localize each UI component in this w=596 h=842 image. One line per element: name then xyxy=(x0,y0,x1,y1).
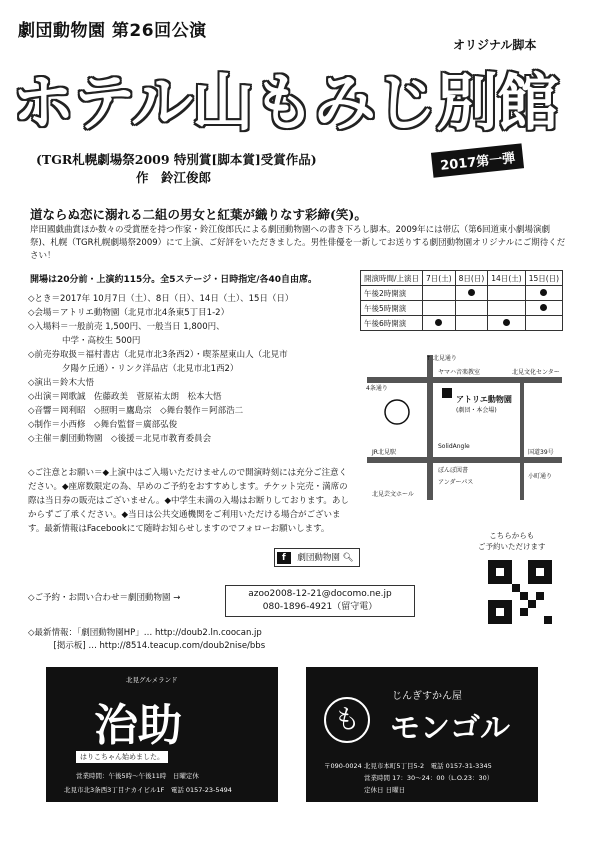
schedule-cell xyxy=(525,301,562,316)
map-label: 小町通り xyxy=(528,473,553,480)
info-line: ◇前売券取扱＝福村書店（北見市北3条西2）・喫茶屋東山人（北見市 xyxy=(28,350,288,360)
ad-jisuke xyxy=(46,667,278,802)
schedule-table xyxy=(360,270,563,331)
map-label: 4条通り xyxy=(366,385,388,392)
ad-address: 北見市北3条西3丁目ナカイビル1F 電話 0157-23-5494 xyxy=(64,786,232,794)
ad-kicker: じんぎすかん屋 xyxy=(392,691,462,702)
info-line: 夕陽ケ丘通）・リンク洋品店（北見市北1西2） xyxy=(28,364,239,374)
info-list xyxy=(28,292,358,446)
schedule-cell xyxy=(525,316,562,331)
info-line: ◇とき＝2017年 10月7日（土）、8日（日）、14日（土）、15日（日） xyxy=(28,294,294,304)
mo-logo-icon: も xyxy=(324,697,370,743)
award-line: (TGR札幌劇場祭2009 特別賞[脚本賞]受賞作品) xyxy=(36,152,317,167)
map-label: ↑ 北見通り xyxy=(426,355,457,362)
schedule-cell xyxy=(423,301,456,316)
schedule-header-row xyxy=(361,271,563,286)
original-script-label: オリジナル脚本 xyxy=(453,38,537,52)
map-label: (劇団・本会場) xyxy=(456,407,497,414)
performance-dot xyxy=(435,319,442,326)
map-label: ヤマハ音楽教室 xyxy=(438,369,480,376)
schedule-cell xyxy=(455,316,488,331)
schedule-row xyxy=(361,286,563,301)
ad-shop-name: 治助 xyxy=(94,700,182,751)
intro-paragraph: 岸田國戯曲賞ほか数々の受賞歴を持つ作家・鈴江俊郎氏による劇団動物園への書き下ろし脚本。2009年には帯広（第6回道東小劇場演劇祭)、札幌（TGR札幌劇場祭2009）にて上演、ご好評をいただきました。男性俳優を一新してお送りする劇団動物園オリジナルにご期待ください！ xyxy=(30,225,566,261)
venue-map xyxy=(362,350,562,500)
schedule-cell xyxy=(488,301,525,316)
runtime-note: 開場は20分前・上演約115分。全5ステージ・日時指定/各40自由席。 xyxy=(30,275,318,285)
map-label: JR北見駅 xyxy=(372,449,396,456)
contact-label: ◇ご予約・お問い合わせ＝劇団動物園 → xyxy=(28,593,181,603)
latest-hp[interactable]: ◇最新情報：「劇団動物園HP」… http://doub2.ln.coocan.jp xyxy=(28,628,262,638)
schedule-cell xyxy=(455,301,488,316)
info-line: ◇音響＝岡利昭 ◇照明＝鷹島宗 ◇舞台製作＝阿部浩二 xyxy=(28,406,244,416)
map-label: アトリエ動物園 xyxy=(456,395,512,404)
performance-dot xyxy=(503,319,510,326)
ad-closed: 定休日 日曜日 xyxy=(364,786,406,794)
map-label: アンダーパス xyxy=(438,479,474,486)
ad-mongol xyxy=(306,667,538,802)
performance-dot xyxy=(540,289,547,296)
schedule-cell xyxy=(488,316,525,331)
map-label: 北見芸文ホール xyxy=(372,491,414,498)
tagline: 道ならぬ恋に溺れる二組の男女と紅葉が織りなす彩締(笑)。 xyxy=(30,207,367,222)
contact-email[interactable]: azoo2008-12-21@docomo.ne.jp xyxy=(248,589,392,599)
search-icon: 🔍︎ xyxy=(342,553,354,563)
map-label: 国道39号 xyxy=(528,449,554,456)
info-line: ◇演出＝鈴木大悟 xyxy=(28,378,95,388)
venue-marker xyxy=(442,388,452,398)
schedule-cell xyxy=(455,286,488,301)
qr-caption-line: ご予約いただけます xyxy=(478,542,546,551)
notice-paragraph: ◇ご注意とお願い＝◆上演中はご入場いただけませんので開演時刻には充分ご注意ください。◆座席数限定の為、早めのご予約をおすすめします。チケット完売・満席の際は当日券の販売はございません。◆中学生未満の入場はお断りしております。あしからずご了承ください。◆当日は公共交通機関をご利用いただける場合がございます。最新情報はFacebookにて随時お知らせしますのでフォローお願いします。 xyxy=(28,468,349,534)
ad-hours: 営業時間：午後5時〜午後11時 日曜定休 xyxy=(76,772,199,780)
info-line: ◇主催＝劇団動物園 ◇後援＝北見市教育委員会 xyxy=(28,434,212,444)
info-line: ◇制作＝小西修 ◇舞台監督＝廣部弘俊 xyxy=(28,420,178,430)
schedule-row xyxy=(361,316,563,331)
schedule-time: 午後5時開演 xyxy=(361,301,423,316)
map-label: 北見文化センター xyxy=(512,369,560,376)
info-line: ◇入場料＝一般前売 1,500円、一般当日 1,800円、 xyxy=(28,322,225,332)
latest-info xyxy=(28,627,265,653)
performance-dot xyxy=(468,289,475,296)
performance-dot xyxy=(540,304,547,311)
ad-hours: 営業時間 17：30〜24：00（L.O.23：30） xyxy=(364,774,494,782)
author-line: 作 鈴江俊郎 xyxy=(136,170,212,185)
schedule-header-cell: 開演時間/上演日 xyxy=(361,271,423,286)
ad-address: 〒090-0024 北見市本町5丁目5-2 電話 0157-31-3345 xyxy=(324,762,492,770)
ad-shop-name: モンゴル xyxy=(390,711,510,746)
schedule-header-cell: 14日(土) xyxy=(488,271,525,286)
info-line: ◇会場＝アトリエ動物園（北見市北4条東5丁目1-2） xyxy=(28,308,230,318)
contact-box xyxy=(225,585,415,617)
play-title: ホテル山もみじ別館 xyxy=(12,66,558,139)
year-badge: 2017第一弾 xyxy=(431,143,524,177)
schedule-time: 午後6時開演 xyxy=(361,316,423,331)
schedule-cell xyxy=(423,286,456,301)
qr-caption xyxy=(478,530,546,552)
ad-sub: はりこちゃん始めました。 xyxy=(76,751,168,763)
map-label: SolidAngle xyxy=(438,443,470,450)
info-line: 中学・高校生 500円 xyxy=(28,336,141,346)
facebook-label: 劇団動物園 xyxy=(297,553,340,563)
qr-caption-line: こちらからも xyxy=(489,531,535,540)
schedule-row xyxy=(361,301,563,316)
latest-bbs[interactable]: [掲示板] … http://8514.teacup.com/doub2nise/bbs xyxy=(28,641,266,651)
schedule-cell xyxy=(488,286,525,301)
schedule-header-cell: 8日(日) xyxy=(455,271,488,286)
ad-kicker: 北見グルメランド xyxy=(126,676,178,684)
schedule-cell xyxy=(525,286,562,301)
troupe-title: 劇団動物園 第26回公演 xyxy=(18,21,207,41)
schedule-header-cell: 15日(日) xyxy=(525,271,562,286)
facebook-icon: f xyxy=(277,552,291,564)
map-label: ぽんぽ図書 xyxy=(438,467,469,474)
schedule-cell xyxy=(423,316,456,331)
contact-phone[interactable]: 080-1896-4921（留守電） xyxy=(262,602,378,612)
schedule-time: 午後2時開演 xyxy=(361,286,423,301)
info-line: ◇出演＝岡歌誠 佐藤政美 菅原祐太朗 松本大悟 xyxy=(28,392,222,402)
schedule-header-cell: 7日(土) xyxy=(423,271,456,286)
qr-code-icon[interactable] xyxy=(488,560,552,624)
facebook-badge[interactable] xyxy=(274,548,360,567)
